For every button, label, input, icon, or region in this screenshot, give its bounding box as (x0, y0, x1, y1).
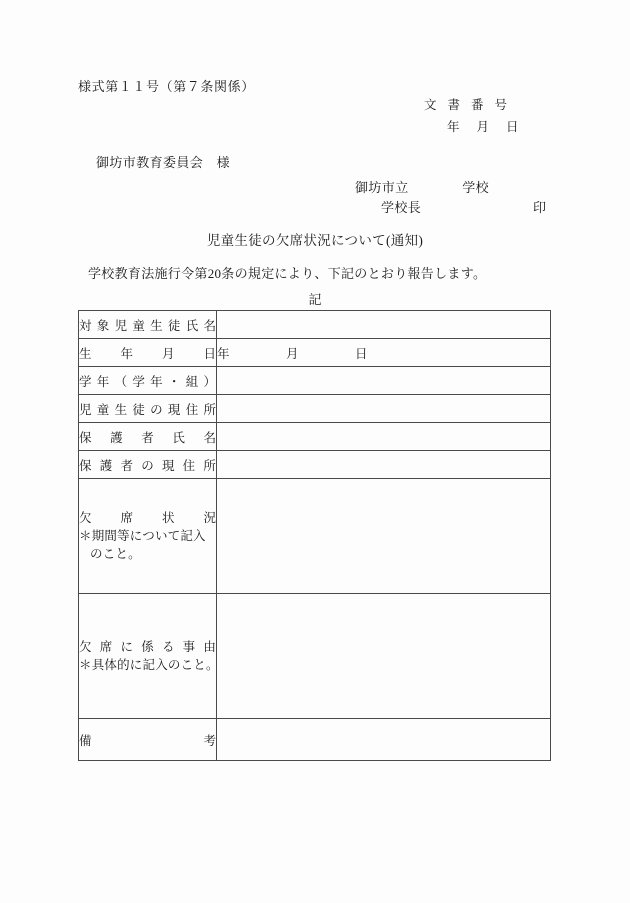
form-number: 様式第１１号（第７条関係） (78, 79, 255, 94)
school-name-line: 御坊市立 学校 (355, 180, 490, 195)
field-absence-reason[interactable] (217, 594, 551, 719)
document-date-label: 年月日 (447, 120, 536, 134)
field-remarks[interactable] (217, 719, 551, 761)
seal-mark: 印 (533, 200, 547, 215)
addressee: 御坊市教育委員会 様 (96, 155, 231, 170)
table-row (79, 719, 551, 761)
ki-marker: 記 (308, 292, 322, 307)
row-label-student-address: 児 童 生 徒 の 現 住 所 (79, 395, 217, 423)
row-label-birth-date: 生 年 月 日 (79, 339, 217, 367)
row-label-guardian-address: 保 護 者 の 現 住 所 (79, 451, 217, 479)
body-paragraph: 学校教育法施行令第20条の規定により、下記のとおり報告します。 (88, 266, 487, 281)
row-label-student-name: 対 象 児 童 生 徒 氏 名 (79, 311, 217, 339)
field-guardian-address[interactable] (217, 451, 551, 479)
row-label-absence-reason: 欠 席 に 係 る 事 由 ＊具体的に記入のこと。 (79, 594, 217, 719)
table-row (79, 395, 551, 423)
table-row (79, 367, 551, 395)
report-form-table (78, 310, 551, 761)
field-absence-status[interactable] (217, 479, 551, 594)
row-label-grade-class: 学 年 （ 学 年 ・ 組 ） (79, 367, 217, 395)
row-label-guardian-name: 保 護 者 氏 名 (79, 423, 217, 451)
table-row (79, 339, 551, 367)
table-row (79, 311, 551, 339)
field-student-name[interactable] (217, 311, 551, 339)
principal-title-line: 学校長 (381, 200, 422, 215)
absence-status-note-1: ＊期間等について記入 (79, 528, 206, 543)
row-label-absence-status: 欠 席 状 況 ＊期間等について記入 のこと。 (79, 479, 217, 594)
row-label-remarks: 備 考 (79, 719, 217, 761)
table-row (79, 594, 551, 719)
field-birth-date[interactable]: 年 月 日 (217, 339, 551, 367)
table-row (79, 479, 551, 594)
field-student-address[interactable] (217, 395, 551, 423)
absence-status-note-2: のこと。 (90, 547, 141, 562)
table-row (79, 423, 551, 451)
field-guardian-name[interactable] (217, 423, 551, 451)
table-row (79, 451, 551, 479)
absence-reason-note-1: ＊具体的に記入のこと。 (79, 658, 219, 672)
page-title: 児童生徒の欠席状況について(通知) (206, 233, 424, 248)
document-number-label: 文書番号 (424, 98, 519, 112)
field-grade-class[interactable] (217, 367, 551, 395)
